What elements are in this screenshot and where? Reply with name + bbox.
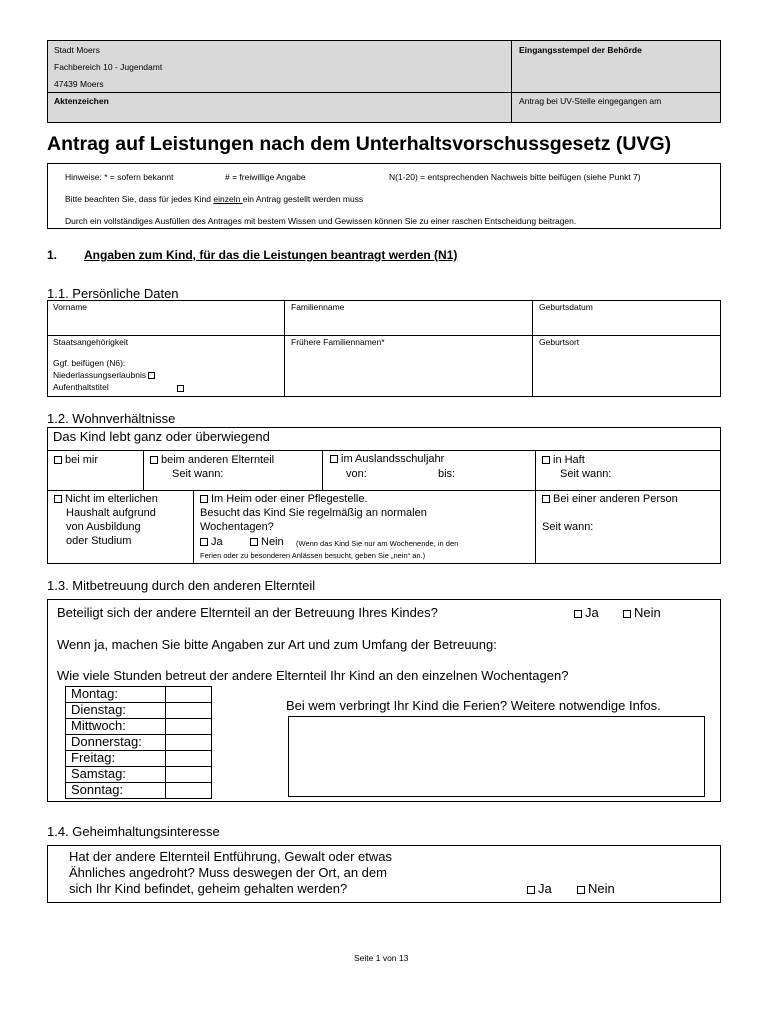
living-col-divider-b [322,450,323,490]
hours-input-monday[interactable] [166,687,211,702]
hours-input-tuesday[interactable] [166,703,211,718]
co-care-no-option[interactable] [623,605,661,620]
co-care-yes-checkbox[interactable] [574,610,582,618]
nationality-label: Staatsangehörigkeit [53,337,129,347]
with-me-checkbox[interactable] [54,456,62,464]
hours-input-sunday[interactable] [166,783,211,798]
weekday-label-friday: Freitag: [71,750,116,765]
in-custody-since-label: Seit wann: [560,468,612,480]
former-names-label: Frühere Familiennamen* [291,337,385,347]
header-divider-horizontal [47,92,721,93]
living-situation-question: Das Kind lebt ganz oder überwiegend [53,429,270,444]
not-in-household-checkbox[interactable] [54,495,62,503]
org-line-3: 47439 Moers [54,79,104,89]
option-exchange-year[interactable] [330,453,444,465]
header-divider-vertical [511,40,512,123]
notes-line-each-child-post: ein Antrag gestellt werden muss [242,194,364,204]
with-me-label: bei mir [65,454,99,466]
other-person-since-label: Seit wann: [542,521,594,533]
form-title: Antrag auf Leistungen nach dem Unterhaltsvorschussgesetz (UVG) [47,133,672,155]
nationality-field[interactable] [48,336,283,396]
other-parent-checkbox[interactable] [150,456,158,464]
other-parent-since-label: Seit wann: [172,468,224,480]
birth-date-label: Geburtsdatum [539,302,593,312]
notes-line-each-child [65,194,363,204]
settlement-permit-checkbox[interactable] [148,372,155,379]
settlement-permit-label: Niederlassungserlaubnis [53,370,147,380]
birth-date-field[interactable] [533,301,720,334]
residence-permit-checkbox[interactable] [177,385,184,392]
section-1-3-heading: 1.3. Mitbetreuung durch den anderen Elternteil [47,578,316,593]
co-care-no-label: Nein [634,605,661,620]
visits-no-checkbox[interactable] [250,538,258,546]
section-1-4-heading: 1.4. Geheimhaltungsinteresse [47,824,220,839]
birth-place-label: Geburtsort [539,337,580,347]
org-line-1: Stadt Moers [54,45,100,55]
weekday-label-tuesday: Dienstag: [71,702,126,717]
exchange-year-checkbox[interactable] [330,455,338,463]
confidentiality-yes-option[interactable] [527,881,552,896]
co-care-hours-question: Wie viele Stunden betreut der andere Elternteil Ihr Kind an den einzelnen Wochentagen? [57,668,569,683]
not-in-household-label-4: oder Studium [66,535,132,547]
co-care-yes-option[interactable] [574,605,599,620]
option-foster-home[interactable] [200,493,368,505]
not-in-household-label-2: Haushalt aufgrund [66,507,156,519]
exchange-year-from-label: von: [346,468,367,480]
holidays-question: Bei wem verbringt Ihr Kind die Ferien? Weitere notwendige Infos. [286,698,661,713]
confidentiality-no-checkbox[interactable] [577,886,585,894]
birth-place-field[interactable] [533,336,720,396]
notes-line-each-child-underlined: einzeln [213,194,243,204]
section-1-2-heading: 1.2. Wohnverhältnisse [47,411,176,426]
weekday-label-sunday: Sonntag: [71,782,124,797]
in-custody-checkbox[interactable] [542,456,550,464]
received-date-label: Antrag bei UV-Stelle eingegangen am [519,96,662,106]
family-name-label: Familienname [291,302,345,312]
settlement-permit-option[interactable] [53,370,155,380]
visits-no-note-2: Ferien oder zu besonderen Anlässen besucht, geben Sie „nein“ an.) [200,551,426,560]
co-care-no-checkbox[interactable] [623,610,631,618]
residence-permit-label: Aufenthaltstitel [53,382,109,392]
org-line-2: Fachbereich 10 - Jugendamt [54,62,163,72]
in-custody-label: in Haft [553,454,585,466]
not-in-household-label-3: von Ausbildung [66,521,141,533]
visits-weekdays-question-1: Besucht das Kind Sie regelmäßig an normalen [200,507,427,519]
hours-input-saturday[interactable] [166,767,211,782]
first-name-label: Vorname [53,302,88,312]
option-other-person[interactable] [542,493,678,505]
confidentiality-question-3: sich Ihr Kind befindet, geheim gehalten werden? [69,881,348,896]
notes-line-complete-form: Durch ein vollständiges Ausfüllen des Antrages mit bestem Wissen und Gewissen können Sie zu einer raschen Entscheidung beitragen. [65,216,577,226]
living-col-divider-d [193,490,194,564]
notes-legend-evidence: N(1-20) = entsprechenden Nachweis bitte beifügen (siehe Punkt 7) [389,172,641,182]
other-parent-label: beim anderen Elternteil [161,454,275,466]
exchange-year-to-label: bis: [438,468,456,480]
weekday-label-thursday: Donnerstag: [71,734,142,749]
confidentiality-no-option[interactable] [577,881,615,896]
living-col-divider-c [535,450,536,564]
weekday-label-saturday: Samstag: [71,766,126,781]
notes-legend-optional-known: Hinweise: * = sofern bekannt [65,172,174,182]
section-1-title: Angaben zum Kind, für das die Leistungen beantragt werden (N1) [84,248,458,262]
notes-legend-voluntary: # = freiwillige Angabe [225,172,306,182]
hours-input-friday[interactable] [166,751,211,766]
living-col-divider-a [143,450,144,490]
option-in-custody[interactable] [542,454,585,466]
not-in-household-label-1: Nicht im elterlichen [65,493,158,505]
visits-no-label: Nein [261,536,284,548]
former-names-field[interactable] [285,336,531,396]
holidays-info-textarea[interactable] [288,716,705,797]
living-row-divider-2 [47,490,721,491]
visits-no-option[interactable] [250,536,284,548]
page-number: Seite 1 von 13 [354,953,409,963]
exchange-year-label: im Auslandsschuljahr [341,453,445,465]
family-name-field[interactable] [285,301,531,334]
residence-permit-option[interactable] [53,382,183,392]
visits-weekdays-question-2: Wochentagen? [200,521,274,533]
weekday-label-monday: Montag: [71,686,118,701]
foster-home-checkbox[interactable] [200,495,208,503]
weekday-label-wednesday: Mittwoch: [71,718,126,733]
first-name-field[interactable] [48,301,283,334]
visits-yes-option[interactable] [200,536,223,548]
notes-line-each-child-pre: Bitte beachten Sie, dass für jedes Kind [65,194,214,204]
co-care-yes-label: Ja [585,605,599,620]
other-person-label: Bei einer anderen Person [553,493,678,505]
hours-input-wednesday[interactable] [166,719,211,734]
confidentiality-no-label: Nein [588,881,615,896]
option-not-in-household[interactable] [54,493,158,505]
visits-yes-label: Ja [211,536,223,548]
co-care-question: Beteiligt sich der andere Elternteil an der Betreuung Ihres Kindes? [57,605,438,620]
option-other-parent[interactable] [150,454,274,466]
section-1-number: 1. [47,248,58,262]
hours-input-thursday[interactable] [166,735,211,750]
foster-home-label: Im Heim oder einer Pflegestelle. [211,493,368,505]
confidentiality-yes-checkbox[interactable] [527,886,535,894]
co-care-details-prompt: Wenn ja, machen Sie bitte Angaben zur Art und zum Umfang der Betreuung: [57,637,497,652]
option-with-me[interactable] [54,454,98,466]
confidentiality-question-1: Hat der andere Elternteil Entführung, Gewalt oder etwas [69,849,393,864]
other-person-checkbox[interactable] [542,495,550,503]
confidentiality-question-2: Ähnliches angedroht? Muss deswegen der Ort, an dem [69,865,387,880]
visits-yes-checkbox[interactable] [200,538,208,546]
file-reference-label: Aktenzeichen [54,96,109,106]
visits-no-note-1: (Wenn das Kind Sie nur am Wochenende, in den [296,539,459,548]
section-1-1-heading: 1.1. Persönliche Daten [47,286,179,301]
attach-n6-label: Ggf. beifügen (N6): [53,358,126,368]
living-row-divider-1 [47,450,721,451]
stamp-label: Eingangsstempel der Behörde [519,45,642,55]
confidentiality-yes-label: Ja [538,881,552,896]
